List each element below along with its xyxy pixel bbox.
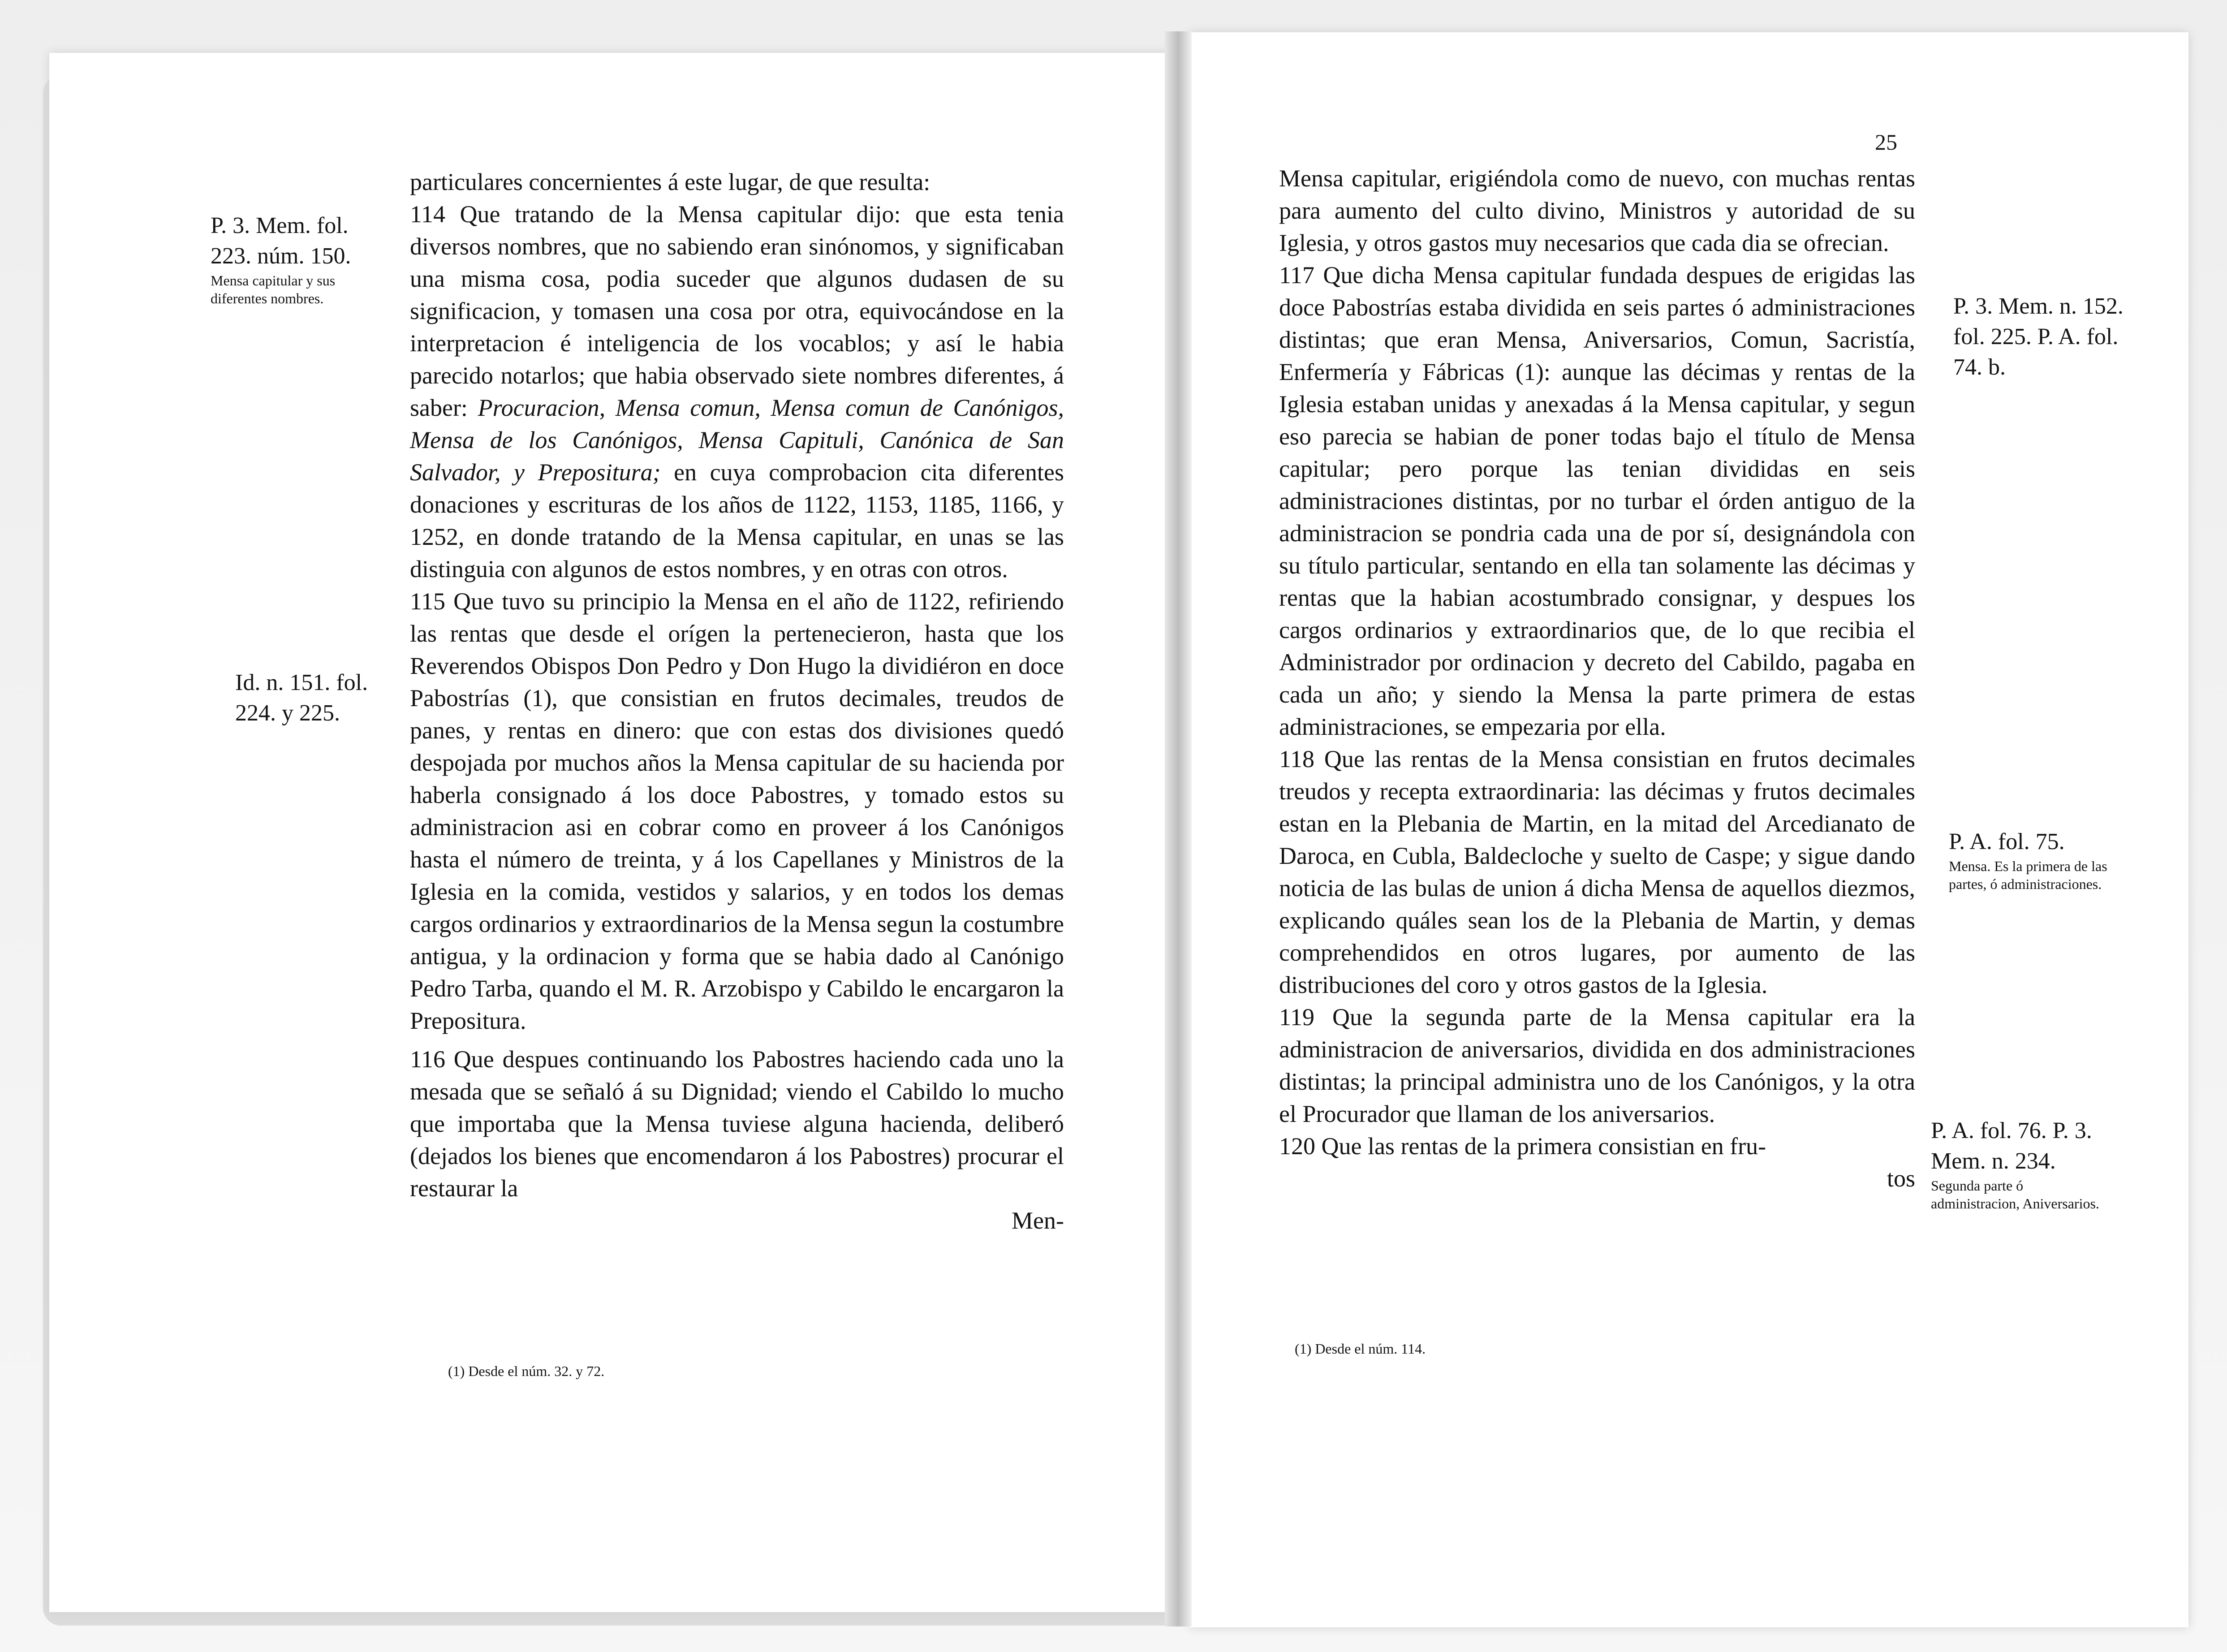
catchword-right: tos	[1887, 1165, 1915, 1192]
paragraph-115: 115 Que tuvo su principio la Mensa en el año de 1122, refiriendo las rentas que desde el orígen la pertenecieron, hasta que los Reverendos Obispos Don Pedro y Don Hugo la dividiéron en doce Pabostrías (1), que consistian en frutos decimales, treudos de panes, y rentas en dinero: que con estas dos divisiones quedó despojada por muchos años la Mensa capitular de su hacienda por haberla consignado á los doce Pabostres, y tomado estos su administracion asi en cobrar como en proveer á los Canónigos hasta el número de treinta, y á los Capellanes y Ministros de la Iglesia en la comida, vestidos y salarios, y en todos los demas cargos ordinarios y extraordinarios de la Mensa segun la costumbre antigua, y la ordinacion y forma que se habia dado al Canónigo Pedro Tarba, quando el M. R. Arzobispo y Cabildo le encargaron la Prepositura.	[410, 588, 1064, 1034]
paragraph-114: 114 Que tratando de la Mensa capitular dijo: que esta tenia diversos nombres, que no sabiendo eran sinónomos, y significaban una misma cosa, podia suceder que algunos dudasen de su significacion, y tomasen una cosa por otra, equivocándose en la interpretacion é inteligencia de los vocablos; y así le habia parecido notarlos; que habia observado siete nombres diferentes, á saber: Procuracion, Mensa comun, Mensa comun de Canónigos, Mensa de los Canónigos, Mensa Capituli, Canónica de San Salvador, y Prepositura; en cuya comprobacion cita diferentes donaciones y escrituras de los años de 1122, 1153, 1185, 1166, y 1252, en donde tratando de la Mensa capitular, en unas se las distinguia con algunos de estos nombres, y en otras con otros.	[410, 201, 1064, 582]
right-line-0: Mensa capitular, erigiéndola como de nuevo, con muchas rentas para aumento del culto divino, Ministros y autoridad de su Iglesia, y otros gastos muy necesarios que cada dia se ofrecian.	[1279, 165, 1915, 256]
book-gutter	[1165, 31, 1192, 1626]
margin-note-4: P. A. fol. 75. Mensa. Es la primera de las partes, ó administraciones.	[1949, 829, 2107, 892]
right-footnote: (1) Desde el núm. 114.	[1295, 1341, 1426, 1357]
margin-note-3: P. 3. Mem. n. 152. fol. 225. P. A. fol. 74. b.	[1953, 293, 2124, 380]
catchword-left: Men-	[1012, 1207, 1064, 1234]
left-line-0: particulares concernientes á este lugar, de que resulta:	[410, 168, 930, 195]
paragraph-117: 117 Que dicha Mensa capitular fundada despues de erigidas las doce Pabostrías estaba dividida en seis partes ó administraciones distintas; que eran Mensa, Aniversarios, Comun, Sacristía, Enfermería y Fábricas (1): aunque las décimas y rentas de la Iglesia estaban unidas y anexadas á la Mensa capitular, y segun eso parecia se habian de poner todas bajo el título de Mensa capitular; pero porque las tenian divididas en seis administraciones distintas, por no turbar el órden antiguo de la administracion se pondria cada una de por sí, designándola con su título particular, sentando en ella tan solamente las décimas y rentas que la habian acostumbrado consignar, y despues los cargos ordinarios y extraordinarios que, de lo que recibia el Administrador por ordinacion y decreto del Cabildo, pagaba en cada un año; y siendo la Mensa la parte primera de estas administraciones, se empezaria por ella.	[1279, 262, 1915, 740]
margin-note-1: P. 3. Mem. fol. 223. núm. 150. Mensa capitular y sus diferentes nombres.	[211, 213, 351, 306]
left-text-column	[410, 166, 1064, 1237]
page-number: 25	[1875, 129, 1897, 155]
right-text-column	[1279, 162, 1915, 1195]
margin-note-2: Id. n. 151. fol. 224. y 225.	[235, 670, 368, 726]
left-footnote: (1) Desde el núm. 32. y 72.	[448, 1363, 605, 1379]
paragraph-120: 120 Que las rentas de la primera consistian en fru-	[1279, 1133, 1766, 1160]
paragraph-116: 116 Que despues continuando los Pabostres haciendo cada uno la mesada que se señaló á su Dignidad; viendo el Cabildo lo mucho que importaba que la Mensa tuviese alguna hacienda, deliberó (dejados los bienes que encomendaron á los Pabostres) procurar el restaurar la	[410, 1046, 1064, 1202]
paragraph-119: 119 Que la segunda parte de la Mensa capitular era la administracion de aniversarios, dividida en dos administraciones distintas; la principal administra uno de los Canónigos, y la otra el Procurador que llaman de los aniversarios.	[1279, 1004, 1915, 1127]
paragraph-118: 118 Que las rentas de la Mensa consistian en frutos decimales treudos y recepta extraordinaria: las décimas y frutos decimales estan en la Plebania de Martin, en la mitad del Arcedianato de Daroca, en Cubla, Baldecloche y suelto de Caspe; y sigue dando noticia de las bulas de union á dicha Mensa de aquellos diezmos, explicando quáles sean los de la Plebania de Martin, y demas comprehendidos en otros lugares, por aumento de las distribuciones del coro y otros gastos de la Iglesia.	[1279, 746, 1915, 998]
margin-note-5: P. A. fol. 76. P. 3. Mem. n. 234. Segunda parte ó administracion, Aniversarios.	[1931, 1118, 2099, 1212]
